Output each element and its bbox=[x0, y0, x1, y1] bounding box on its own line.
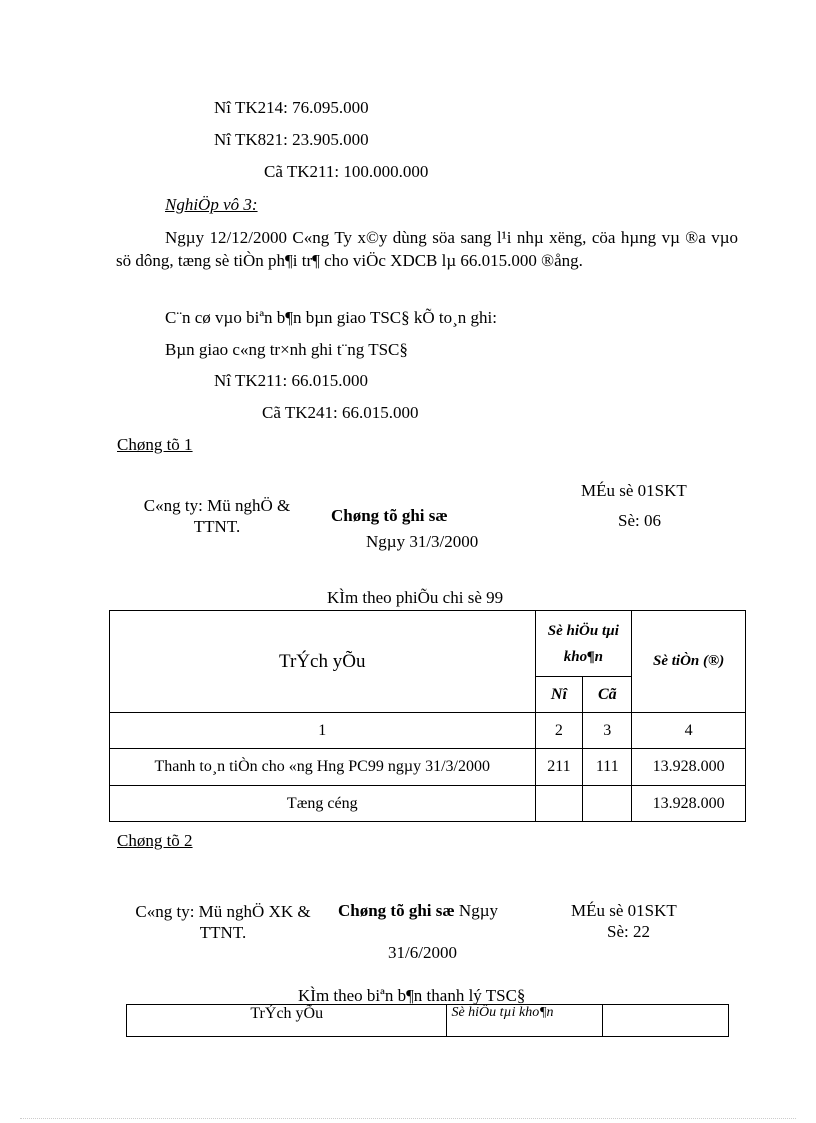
voucher2-table bbox=[126, 1004, 729, 1037]
index-cell: 3 bbox=[583, 713, 632, 749]
case3-debit: Nî TK211: 66.015.000 bbox=[214, 371, 368, 390]
voucher1-title: Chøng tõ ghi sæ bbox=[331, 506, 448, 525]
entry-debit-821: Nî TK821: 23.905.000 bbox=[214, 130, 369, 149]
index-cell: 2 bbox=[535, 713, 583, 749]
header-description: TrÝch yÕu bbox=[110, 611, 536, 713]
voucher2-date-prefix: Ngµy bbox=[458, 901, 498, 920]
voucher1-number: Sè: 06 bbox=[618, 511, 661, 530]
header-credit: Cã bbox=[583, 677, 632, 713]
voucher2-form: MÉu sè 01SKT bbox=[571, 901, 677, 920]
row-description: Thanh to¸n tiÒn cho «ng Hng PC99 ngµy 31/3/2000 bbox=[110, 749, 536, 786]
voucher2-attachment: KÌm theo biªn b¶n thanh lý TSC§ bbox=[298, 986, 526, 1005]
table-row-total bbox=[110, 786, 746, 822]
row-debit: 211 bbox=[535, 749, 583, 786]
voucher2-number: Sè: 22 bbox=[607, 922, 650, 941]
row-amount: 13.928.000 bbox=[632, 749, 746, 786]
voucher1-date: Ngµy 31/3/2000 bbox=[366, 532, 479, 551]
table-row bbox=[110, 749, 746, 786]
voucher1-company: C«ng ty: Mü nghÖ & TTNT. bbox=[143, 496, 291, 536]
header-account-code: Sè hiÖu tµi kho¶n bbox=[447, 1005, 603, 1037]
header-amount: Sè tiÒn (®) bbox=[632, 611, 746, 713]
page-divider bbox=[20, 1118, 796, 1119]
case3-credit: Cã TK241: 66.015.000 bbox=[262, 403, 419, 422]
voucher2-title-line bbox=[338, 901, 498, 921]
index-cell: 4 bbox=[632, 713, 746, 749]
total-label: Tæng céng bbox=[110, 786, 536, 822]
entry-debit-214: Nî TK214: 76.095.000 bbox=[214, 98, 369, 117]
header-description: TrÝch yÕu bbox=[127, 1005, 447, 1037]
voucher1-heading: Chøng tõ 1 bbox=[117, 435, 193, 454]
case3-heading: NghiÖp vô 3: bbox=[165, 195, 258, 214]
entry-credit-211: Cã TK211: 100.000.000 bbox=[264, 162, 429, 181]
total-amount: 13.928.000 bbox=[632, 786, 746, 822]
row-credit: 111 bbox=[583, 749, 632, 786]
voucher2-date: 31/6/2000 bbox=[388, 943, 457, 962]
voucher1-attachment: KÌm theo phiÕu chi sè 99 bbox=[327, 588, 504, 607]
index-cell: 1 bbox=[110, 713, 536, 749]
header-account-code: Sè hiÖu tµi kho¶n bbox=[535, 611, 632, 677]
case3-handover: Bµn giao c«ng tr×nh ghi t¨ng TSC§ bbox=[165, 340, 408, 359]
voucher2-title: Chøng tõ ghi sæ bbox=[338, 901, 455, 920]
voucher2-company: C«ng ty: Mü nghÖ XK & TTNT. bbox=[135, 902, 311, 942]
table-row bbox=[110, 713, 746, 749]
voucher2-heading: Chøng tõ 2 bbox=[117, 831, 193, 850]
voucher1-form: MÉu sè 01SKT bbox=[581, 481, 687, 500]
case3-basis: C¨n cø vµo biªn b¶n bµn giao TSC§ kÕ to¸n ghi: bbox=[165, 308, 497, 327]
voucher1-table bbox=[109, 610, 746, 822]
case3-paragraph: Ngµy 12/12/2000 C«ng Ty x©y dùng söa sang l¹i nhµ xëng, cöa hµng vµ ®a vµo sö dông, tæng sè tiÒn ph¶i tr¶ cho viÖc XDCB lµ 66.015.000 ®ång. bbox=[116, 228, 738, 270]
header-debit: Nî bbox=[535, 677, 583, 713]
